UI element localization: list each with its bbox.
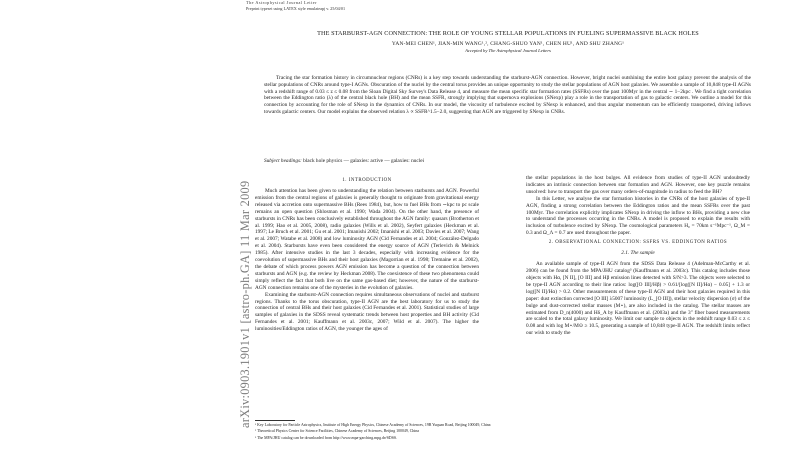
intro-paragraph-3: the stellar populations in the host bulges. All evidence from studies of type-II AGN undoubtedly indicates an intrinsic connection between star formation and AGN. However, one key puzzle remains unsolved: how to transport the gas over many orders-of-magnitude in radius to feed the BH? (526, 175, 750, 195)
intro-paragraph-2: Examining the starburst-AGN connection requires simultaneous observations of nuclei and starburst regions. Thanks to the torus obscuration, type-II AGN are the best laboratory for us to study the connection of central BHs and their host galaxies (Cid Fernandes et al. 2001). Statistical studies of large samples of galaxies in the SDSS reveal systematic trends between host properties and BH activity (Cid Fernandes et al. 2001; Kauffmann et al. 2003c, 2007; Wild et al. 2007). The higher the luminosities/Eddington ratios of AGN, the younger the ages of (255, 291, 479, 333)
subject-headings (264, 158, 751, 165)
acceptance-status: Accepted by The Astrophysical Journal Letters (465, 47, 551, 53)
right-column (526, 175, 750, 337)
left-column (255, 175, 479, 333)
paper-title: THE STARBURST-AGN CONNECTION: THE ROLE OF YOUNG STELLAR POPULATIONS IN FUELING SUPERMASSIVE BLACK HOLES (317, 30, 699, 37)
section-2-heading: 2. OBSERVATIONAL CONNECTION: SSFRS VS. EDDINGTON RATIOS (548, 240, 728, 246)
subject-headings-text: black hole physics — galaxies: active — galaxies: nuclei (301, 158, 425, 164)
page-header (246, 0, 566, 11)
footnotes (255, 422, 755, 441)
footnote-divider (255, 420, 295, 421)
journal-name: The Astrophysical Journal Letter (246, 0, 318, 5)
title-block (258, 30, 758, 54)
abstract: Tracing the star formation history in circumnuclear regions (CNRs) is a key step towards understanding the starburst-AGN connection. However, bright nuclei outshining the entire host galaxy prevent the analysis of the stellar populations of CNRs around type-I AGNs. Obscuration of the nuclei by the central torus provides an unique opportunity to study the stellar populations of AGN host galaxies. We assemble a sample of 10,848 type-II AGNs with a redshift range of 0.03 ≤ z ≤ 0.08 from the Sloan Digital Sky Survey's Data Release 4, and measure the mean specific star formation rates (SSFRs) over the past 100Myr in the central ∼ 1−2kpc . We find a tight correlation between the Eddington ratio (λ) of the central black hole (BH) and the mean SSFR, strongly implying that supernova explosions (SNexp) play a role in the transportation of gas to galactic centers. We outline a model for this connection by accounting for the role of SNexp in the dynamics of CNRs. In our model, the viscosity of turbulence excited by SNexp is enhanced, and thus angular momentum can be efficiently transported, driving inflows towards galactic centers. Our model explains the observed relation λ ∝ SSFR^1.5−2.0, suggesting that AGN are triggered by SNexp in CNRs. (264, 75, 751, 115)
footnote-2: ² Theoretical Physics Center for Science Facilities, Chinese Academy of Sciences, Beijing 100049, China (255, 429, 420, 434)
arxiv-identifier: arXiv:0903.1901v1 [astro-ph.GA] 11 Mar 2009 (238, 180, 252, 428)
sample-paragraph: An available sample of type-II AGN from the SDSS Data Release 4 (Adelman-McCarthy et al. 2006) can be found from the MPA/JHU catalog³ (Kauffmann et al. 2003c). This catalog includes those objects with Hα, [N II], [O III] and Hβ emission lines detected with S/N>3. The objects were selected to be type-II AGN according to their line ratios: log([O III]/Hβ) > 0.61/[log([N II]/Hα) − 0.05] + 1.3 or log([N II]/Hα) > 0.2. Other measurements of these type-II AGN and their host galaxies required in this paper: dust extinction corrected [O III] λ5007 luminosity (L_[O III]), stellar velocity dispersion (σ) of the bulge and dust-corrected stellar masses (M⋆), are also included in the catalog. The stellar masses are estimated from D_n(4000) and Hδ_A by Kauffmann et al. (2003a) and the 3″ fiber based measurements are scaled to the total galaxy luminosity. We limit our sample to objects in the redshift range 0.03 ≤ z ≤ 0.08 and with log M⋆/M⊙ ≥ 10.5, generating a sample of 10,848 type-II AGN. The redshift limits reflect our wish to study the (526, 261, 750, 337)
intro-paragraph-1: Much attention has been given to understanding the relation between starbursts and AGN. Powerful emission from the central regions of galaxies is generally thought to originate from gravitational energy released via accretion onto supermassive BHs (Rees 1984), but, how to fuel BHs from ∼kpc to pc scale remains an open question (Shlosman et al. 1990; Wada 2004). On the other hand, the presence of starbursts in CNRs has been conclusively established throughout the AGN family: quasars (Brotherton et al. 1999; Hao et al. 2005, 2008), radio galaxies (Wills et al. 2002), Seyfert galaxies (Heckman et al. 1997; Le Bruch et al. 2001; Gu et al. 2001; Imanishi 2002; Imanishi et al. 2003; Davies et al. 2007; Wang et al. 2007; Watabe et al. 2008) and low luminosity AGN (Cid Fernandes et al. 2004; González-Delgado et al. 2004). Starbursts have even been considered the energy source of AGN (Terlevich & Melnick 1985). After intensive studies in the last 3 decades, especially with increasing evidence for the coevolution of supermassive BHs and their host galaxies (Magorrian et al. 1998; Tremaine et al. 2002), the debate of which process powers AGN emission has become a question of the connection between starbursts and AGN (e.g. the review by Heckman 2008). The coexistence of these two phenomena could simply reflect the fact that both live on the same gas-based diet; however, the nature of the starburst-AGN connection remains one of the mysteries in the evolution of galaxies. (255, 188, 479, 291)
footnote-1: ¹ Key Laboratory for Particle Astrophysics, Institute of High Energy Physics, Chinese Academy of Sciences, 19B Yuquan Road, Beijing 100049, China (255, 423, 491, 427)
author-list: YAN-MEI CHEN¹, JIAN-MIN WANG¹,², CHANG-SHUO YAN¹, CHEN HU¹, AND SHU ZHANG¹ (391, 40, 625, 47)
intro-paragraph-4: In this Letter, we analyse the star formation histories in the CNRs of the host galaxies of type-II AGN, finding a strong correlation between the Eddington ratios and the mean SSFRs over the past 100Myr. The correlation explicitly implicates SNexp in driving the inflow to BHs, providing a new clue to understand the processes occurring in the CNRs. A model is proposed to explain the results with inclusion of turbulence excited by SNexp. The cosmological parameters H₀ = 70km s⁻¹Mpc⁻¹, Ω_M = 0.3 and Ω_Λ = 0.7 are used throughout the paper. (526, 195, 750, 237)
footnote-3: ³ The MPA/JHU catalog can be downloaded from http://www.mpa-garching.mpg.de/SDSS. (255, 435, 398, 440)
preprint-note: Preprint typeset using LATEX style emulateapj v. 25/04/01 (246, 5, 346, 11)
subsection-2-1-heading: 2.1. The sample (621, 250, 655, 257)
introduction-heading: 1. INTRODUCTION (342, 178, 392, 183)
subject-headings-label: Subject headings: (264, 158, 302, 164)
